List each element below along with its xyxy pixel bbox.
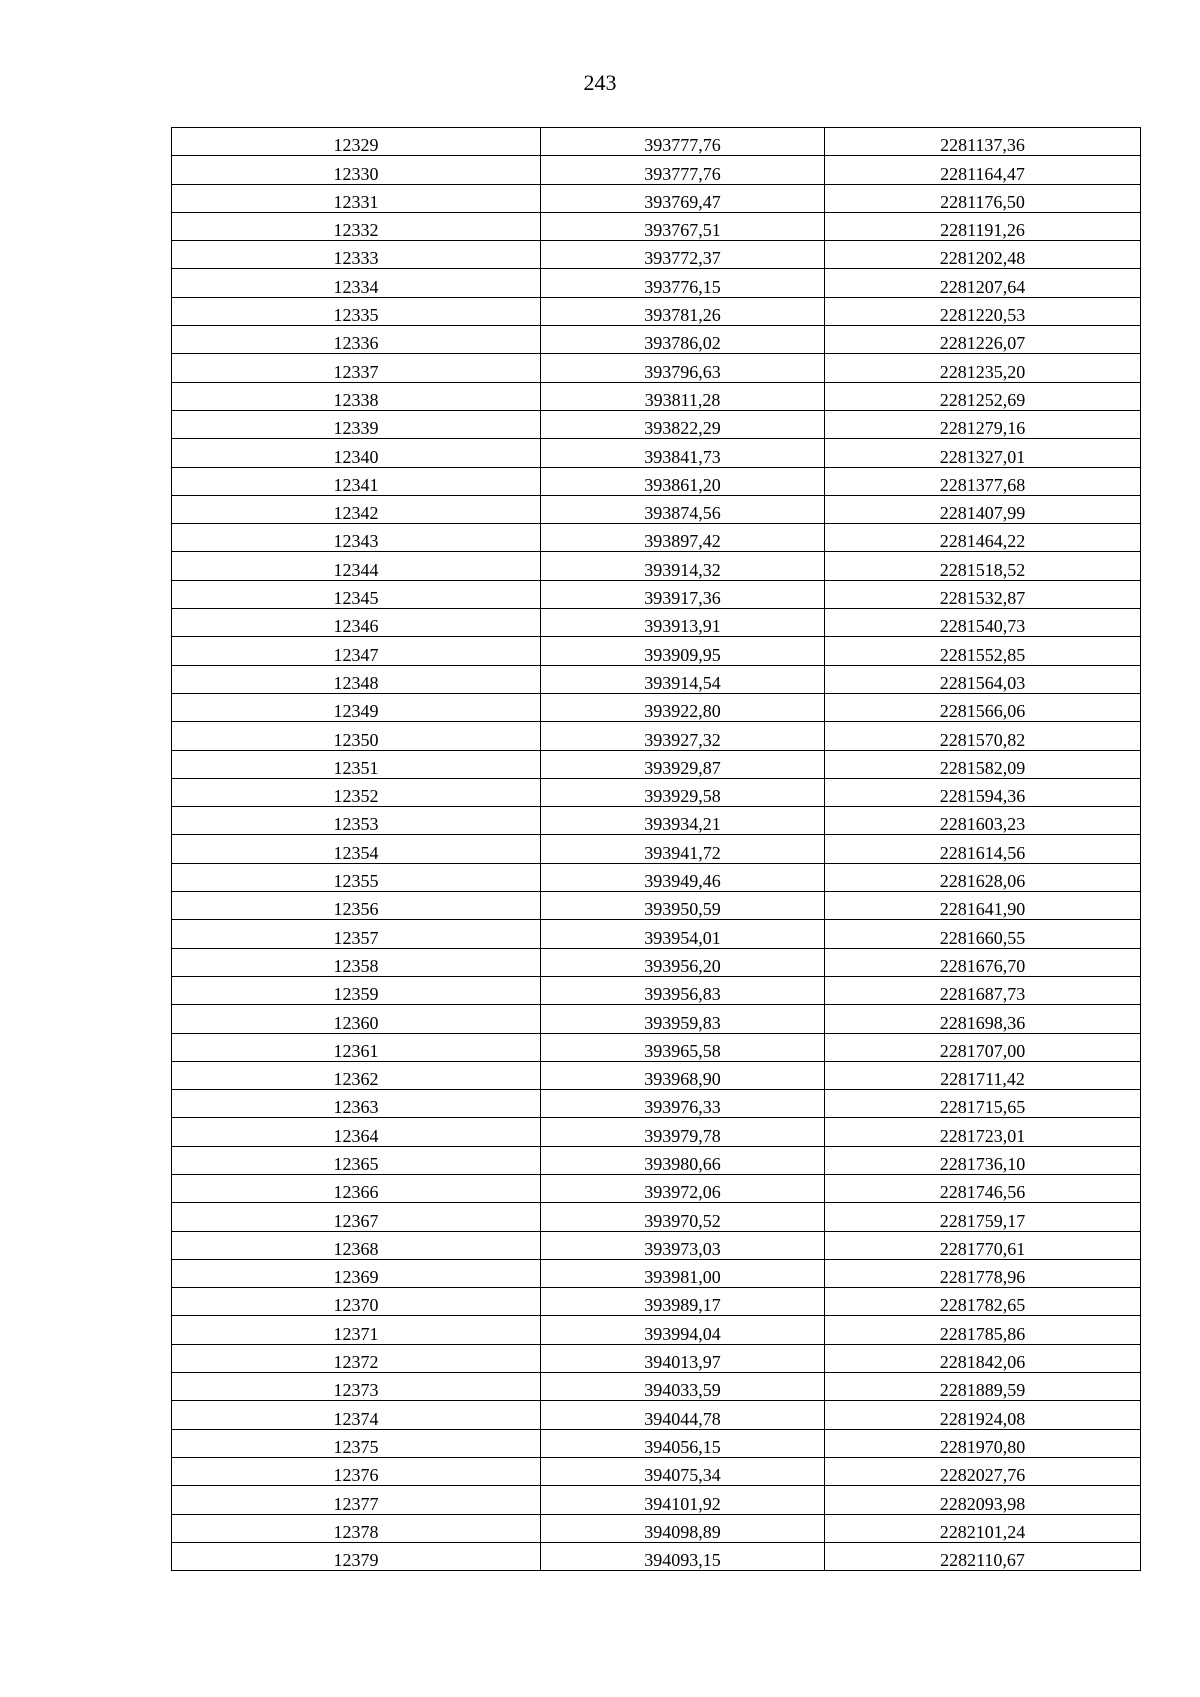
y-coordinate-cell: 2282093,98 — [825, 1486, 1141, 1514]
x-coordinate-cell: 393811,28 — [541, 382, 825, 410]
point-number-cell: 12346 — [172, 609, 541, 637]
y-coordinate-cell: 2281518,52 — [825, 552, 1141, 580]
y-coordinate-cell: 2281207,64 — [825, 269, 1141, 297]
x-coordinate-cell: 394101,92 — [541, 1486, 825, 1514]
point-number-cell: 12332 — [172, 212, 541, 240]
x-coordinate-cell: 393917,36 — [541, 580, 825, 608]
y-coordinate-cell: 2281785,86 — [825, 1316, 1141, 1344]
y-coordinate-cell: 2281641,90 — [825, 892, 1141, 920]
point-number-cell: 12357 — [172, 920, 541, 948]
point-number-cell: 12341 — [172, 467, 541, 495]
table-row — [172, 326, 1141, 354]
point-number-cell: 12334 — [172, 269, 541, 297]
point-number-cell: 12337 — [172, 354, 541, 382]
point-number-cell: 12377 — [172, 1486, 541, 1514]
table-row — [172, 439, 1141, 467]
y-coordinate-cell: 2281842,06 — [825, 1344, 1141, 1372]
table-row — [172, 863, 1141, 891]
y-coordinate-cell: 2281202,48 — [825, 241, 1141, 269]
point-number-cell: 12371 — [172, 1316, 541, 1344]
x-coordinate-cell: 393994,04 — [541, 1316, 825, 1344]
table-row — [172, 948, 1141, 976]
x-coordinate-cell: 393927,32 — [541, 722, 825, 750]
y-coordinate-cell: 2281614,56 — [825, 835, 1141, 863]
table-row — [172, 580, 1141, 608]
x-coordinate-cell: 393949,46 — [541, 863, 825, 891]
x-coordinate-cell: 394013,97 — [541, 1344, 825, 1372]
point-number-cell: 12330 — [172, 156, 541, 184]
y-coordinate-cell: 2281660,55 — [825, 920, 1141, 948]
table-row — [172, 467, 1141, 495]
x-coordinate-cell: 393777,76 — [541, 156, 825, 184]
y-coordinate-cell: 2281566,06 — [825, 693, 1141, 721]
y-coordinate-cell: 2281279,16 — [825, 410, 1141, 438]
table-row — [172, 354, 1141, 382]
x-coordinate-cell: 393929,58 — [541, 778, 825, 806]
x-coordinate-cell: 394075,34 — [541, 1457, 825, 1485]
x-coordinate-cell: 393786,02 — [541, 326, 825, 354]
x-coordinate-cell: 393973,03 — [541, 1231, 825, 1259]
table-row — [172, 976, 1141, 1004]
table-row — [172, 1457, 1141, 1485]
table-row — [172, 835, 1141, 863]
coordinates-table-body — [172, 128, 1141, 1571]
y-coordinate-cell: 2281594,36 — [825, 778, 1141, 806]
point-number-cell: 12366 — [172, 1174, 541, 1202]
point-number-cell: 12351 — [172, 750, 541, 778]
x-coordinate-cell: 393979,78 — [541, 1118, 825, 1146]
y-coordinate-cell: 2282110,67 — [825, 1542, 1141, 1570]
x-coordinate-cell: 393980,66 — [541, 1146, 825, 1174]
table-row — [172, 410, 1141, 438]
table-row — [172, 495, 1141, 523]
x-coordinate-cell: 393781,26 — [541, 297, 825, 325]
point-number-cell: 12378 — [172, 1514, 541, 1542]
x-coordinate-cell: 393929,87 — [541, 750, 825, 778]
point-number-cell: 12329 — [172, 128, 541, 156]
y-coordinate-cell: 2281252,69 — [825, 382, 1141, 410]
x-coordinate-cell: 393909,95 — [541, 637, 825, 665]
coordinates-table — [171, 127, 1141, 1571]
x-coordinate-cell: 393959,83 — [541, 1005, 825, 1033]
table-row — [172, 269, 1141, 297]
y-coordinate-cell: 2281164,47 — [825, 156, 1141, 184]
table-row — [172, 920, 1141, 948]
table-row — [172, 693, 1141, 721]
table-row — [172, 1344, 1141, 1372]
x-coordinate-cell: 393874,56 — [541, 495, 825, 523]
point-number-cell: 12343 — [172, 524, 541, 552]
x-coordinate-cell: 393914,54 — [541, 665, 825, 693]
point-number-cell: 12359 — [172, 976, 541, 1004]
table-row — [172, 1174, 1141, 1202]
point-number-cell: 12352 — [172, 778, 541, 806]
table-row — [172, 382, 1141, 410]
x-coordinate-cell: 393767,51 — [541, 212, 825, 240]
y-coordinate-cell: 2281532,87 — [825, 580, 1141, 608]
table-row — [172, 156, 1141, 184]
x-coordinate-cell: 393976,33 — [541, 1090, 825, 1118]
x-coordinate-cell: 393861,20 — [541, 467, 825, 495]
y-coordinate-cell: 2282101,24 — [825, 1514, 1141, 1542]
x-coordinate-cell: 393956,83 — [541, 976, 825, 1004]
table-row — [172, 609, 1141, 637]
y-coordinate-cell: 2281603,23 — [825, 807, 1141, 835]
point-number-cell: 12347 — [172, 637, 541, 665]
y-coordinate-cell: 2281377,68 — [825, 467, 1141, 495]
point-number-cell: 12342 — [172, 495, 541, 523]
table-row — [172, 1316, 1141, 1344]
x-coordinate-cell: 393950,59 — [541, 892, 825, 920]
point-number-cell: 12363 — [172, 1090, 541, 1118]
point-number-cell: 12340 — [172, 439, 541, 467]
table-row — [172, 1090, 1141, 1118]
point-number-cell: 12364 — [172, 1118, 541, 1146]
table-row — [172, 807, 1141, 835]
x-coordinate-cell: 393913,91 — [541, 609, 825, 637]
page-number: 243 — [583, 70, 617, 95]
table-row — [172, 241, 1141, 269]
x-coordinate-cell: 393777,76 — [541, 128, 825, 156]
x-coordinate-cell: 393914,32 — [541, 552, 825, 580]
y-coordinate-cell: 2281723,01 — [825, 1118, 1141, 1146]
table-row — [172, 1146, 1141, 1174]
y-coordinate-cell: 2281582,09 — [825, 750, 1141, 778]
y-coordinate-cell: 2281970,80 — [825, 1429, 1141, 1457]
x-coordinate-cell: 393956,20 — [541, 948, 825, 976]
x-coordinate-cell: 393934,21 — [541, 807, 825, 835]
y-coordinate-cell: 2281226,07 — [825, 326, 1141, 354]
point-number-cell: 12360 — [172, 1005, 541, 1033]
point-number-cell: 12368 — [172, 1231, 541, 1259]
table-row — [172, 524, 1141, 552]
point-number-cell: 12365 — [172, 1146, 541, 1174]
y-coordinate-cell: 2281924,08 — [825, 1401, 1141, 1429]
point-number-cell: 12355 — [172, 863, 541, 891]
table-row — [172, 128, 1141, 156]
point-number-cell: 12367 — [172, 1203, 541, 1231]
x-coordinate-cell: 393897,42 — [541, 524, 825, 552]
y-coordinate-cell: 2281464,22 — [825, 524, 1141, 552]
y-coordinate-cell: 2282027,76 — [825, 1457, 1141, 1485]
table-row — [172, 184, 1141, 212]
y-coordinate-cell: 2281676,70 — [825, 948, 1141, 976]
table-row — [172, 750, 1141, 778]
point-number-cell: 12379 — [172, 1542, 541, 1570]
x-coordinate-cell: 393922,80 — [541, 693, 825, 721]
y-coordinate-cell: 2281564,03 — [825, 665, 1141, 693]
x-coordinate-cell: 393772,37 — [541, 241, 825, 269]
x-coordinate-cell: 393941,72 — [541, 835, 825, 863]
table-row — [172, 1373, 1141, 1401]
x-coordinate-cell: 393796,63 — [541, 354, 825, 382]
table-row — [172, 1005, 1141, 1033]
y-coordinate-cell: 2281782,65 — [825, 1288, 1141, 1316]
y-coordinate-cell: 2281552,85 — [825, 637, 1141, 665]
y-coordinate-cell: 2281711,42 — [825, 1061, 1141, 1089]
x-coordinate-cell: 394044,78 — [541, 1401, 825, 1429]
point-number-cell: 12362 — [172, 1061, 541, 1089]
y-coordinate-cell: 2281191,26 — [825, 212, 1141, 240]
y-coordinate-cell: 2281715,65 — [825, 1090, 1141, 1118]
table-row — [172, 1231, 1141, 1259]
y-coordinate-cell: 2281707,00 — [825, 1033, 1141, 1061]
point-number-cell: 12345 — [172, 580, 541, 608]
table-row — [172, 1542, 1141, 1570]
table-row — [172, 722, 1141, 750]
table-row — [172, 1486, 1141, 1514]
x-coordinate-cell: 393769,47 — [541, 184, 825, 212]
x-coordinate-cell: 393989,17 — [541, 1288, 825, 1316]
table-row — [172, 665, 1141, 693]
y-coordinate-cell: 2281698,36 — [825, 1005, 1141, 1033]
x-coordinate-cell: 394098,89 — [541, 1514, 825, 1542]
point-number-cell: 12354 — [172, 835, 541, 863]
table-row — [172, 1288, 1141, 1316]
y-coordinate-cell: 2281570,82 — [825, 722, 1141, 750]
table-row — [172, 1118, 1141, 1146]
y-coordinate-cell: 2281687,73 — [825, 976, 1141, 1004]
x-coordinate-cell: 393965,58 — [541, 1033, 825, 1061]
x-coordinate-cell: 394093,15 — [541, 1542, 825, 1570]
y-coordinate-cell: 2281770,61 — [825, 1231, 1141, 1259]
x-coordinate-cell: 393841,73 — [541, 439, 825, 467]
table-row — [172, 1401, 1141, 1429]
y-coordinate-cell: 2281176,50 — [825, 184, 1141, 212]
table-row — [172, 1203, 1141, 1231]
point-number-cell: 12336 — [172, 326, 541, 354]
x-coordinate-cell: 393968,90 — [541, 1061, 825, 1089]
point-number-cell: 12375 — [172, 1429, 541, 1457]
y-coordinate-cell: 2281778,96 — [825, 1259, 1141, 1287]
point-number-cell: 12333 — [172, 241, 541, 269]
y-coordinate-cell: 2281235,20 — [825, 354, 1141, 382]
table-row — [172, 892, 1141, 920]
y-coordinate-cell: 2281137,36 — [825, 128, 1141, 156]
x-coordinate-cell: 393972,06 — [541, 1174, 825, 1202]
table-row — [172, 1259, 1141, 1287]
x-coordinate-cell: 393981,00 — [541, 1259, 825, 1287]
point-number-cell: 12376 — [172, 1457, 541, 1485]
y-coordinate-cell: 2281407,99 — [825, 495, 1141, 523]
point-number-cell: 12335 — [172, 297, 541, 325]
point-number-cell: 12353 — [172, 807, 541, 835]
table-row — [172, 637, 1141, 665]
point-number-cell: 12339 — [172, 410, 541, 438]
y-coordinate-cell: 2281628,06 — [825, 863, 1141, 891]
point-number-cell: 12348 — [172, 665, 541, 693]
point-number-cell: 12349 — [172, 693, 541, 721]
point-number-cell: 12373 — [172, 1373, 541, 1401]
y-coordinate-cell: 2281889,59 — [825, 1373, 1141, 1401]
y-coordinate-cell: 2281327,01 — [825, 439, 1141, 467]
x-coordinate-cell: 394033,59 — [541, 1373, 825, 1401]
y-coordinate-cell: 2281540,73 — [825, 609, 1141, 637]
table-row — [172, 1429, 1141, 1457]
point-number-cell: 12356 — [172, 892, 541, 920]
point-number-cell: 12361 — [172, 1033, 541, 1061]
x-coordinate-cell: 394056,15 — [541, 1429, 825, 1457]
y-coordinate-cell: 2281220,53 — [825, 297, 1141, 325]
x-coordinate-cell: 393822,29 — [541, 410, 825, 438]
y-coordinate-cell: 2281736,10 — [825, 1146, 1141, 1174]
point-number-cell: 12358 — [172, 948, 541, 976]
point-number-cell: 12370 — [172, 1288, 541, 1316]
point-number-cell: 12372 — [172, 1344, 541, 1372]
table-row — [172, 1033, 1141, 1061]
table-row — [172, 212, 1141, 240]
point-number-cell: 12374 — [172, 1401, 541, 1429]
y-coordinate-cell: 2281746,56 — [825, 1174, 1141, 1202]
point-number-cell: 12331 — [172, 184, 541, 212]
x-coordinate-cell: 393970,52 — [541, 1203, 825, 1231]
table-row — [172, 297, 1141, 325]
table-row — [172, 1061, 1141, 1089]
table-row — [172, 1514, 1141, 1542]
point-number-cell: 12350 — [172, 722, 541, 750]
point-number-cell: 12344 — [172, 552, 541, 580]
point-number-cell: 12338 — [172, 382, 541, 410]
y-coordinate-cell: 2281759,17 — [825, 1203, 1141, 1231]
table-row — [172, 552, 1141, 580]
x-coordinate-cell: 393954,01 — [541, 920, 825, 948]
point-number-cell: 12369 — [172, 1259, 541, 1287]
table-row — [172, 778, 1141, 806]
x-coordinate-cell: 393776,15 — [541, 269, 825, 297]
